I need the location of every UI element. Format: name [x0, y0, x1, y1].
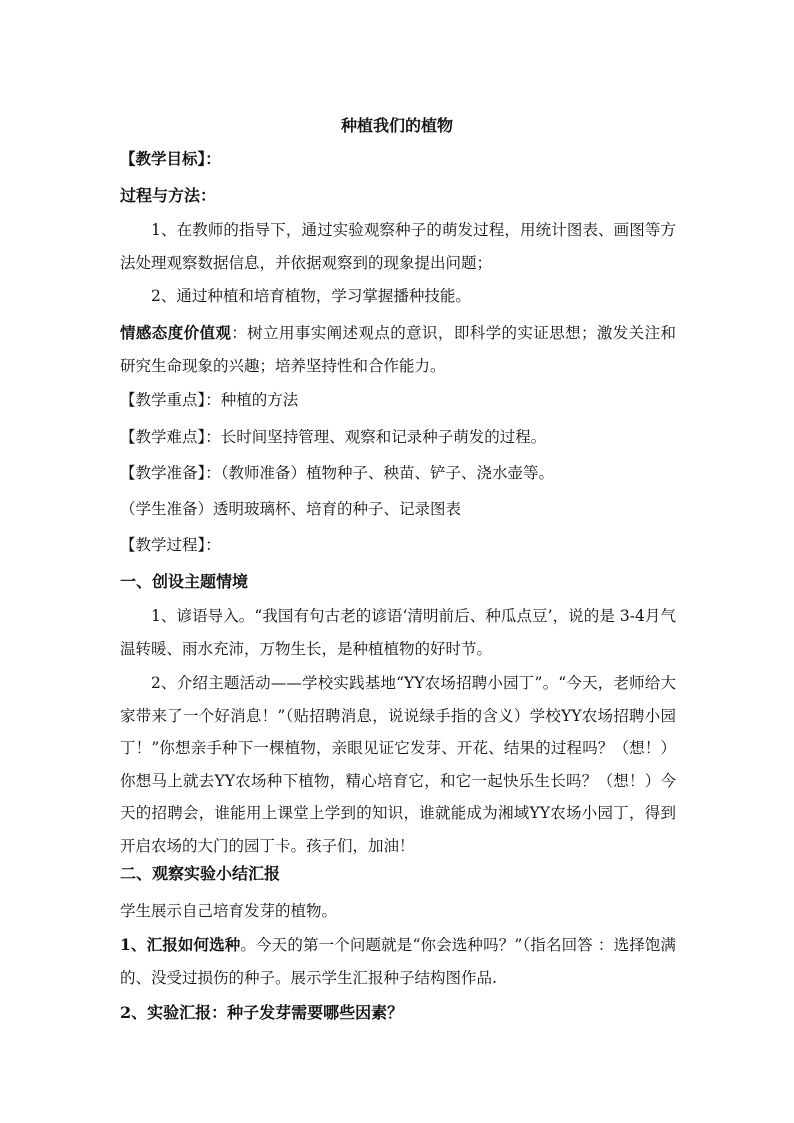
process-heading: 【教学过程】： [120, 536, 221, 554]
attitude-text: ：树立用事实阐述观点的意识，即科学的实证思想；激发关注和研究生命现象的兴趣；培养坚持性和合作能力。 [120, 324, 676, 375]
difficulty-line: 【教学难点】：长时间坚持管理、观察和记录种子萌发的过程。 [120, 428, 547, 446]
student-prep-line: （学生准备）透明玻璃杯、培育的种子、记录图表 [120, 500, 462, 518]
goal-1-paragraph: 1、在教师的指导下，通过实验观察种子的萌发过程，用统计图表、画图等方法处理观察数据信息，并依据观察到的现象提出问题； [120, 221, 676, 272]
select-seed-label: 1、汇报如何选种 [120, 935, 241, 954]
section-2-paragraph-2-heading: 2、实验汇报：种子发芽需要哪些因素？ [120, 1003, 404, 1022]
section-1-paragraph-2: 2、介绍主题活动——学校实践基地“YY农场招聘小园丁”。“今天，老师给大家带来了一个好消息！”（贴招聘消息，说说绿手指的含义）学校YY农场招聘小园丁！”你想亲手种下一棵植物，亲眼见证它发芽、开花、结果的过程吗？（想！）你想马上就去YY农场种下植物，精心培育它，和它一起快乐生长吗？（想！）今天的招聘会，谁能用上课堂上学到的知识，谁就能成为湘域YY农场小园丁，得到开启农场的大门的园丁卡。孩子们，加油！ [120, 674, 676, 855]
select-seed-text: 。今天的第一个问题就是“你会选种吗？”（指名回答 ：选择饱满的、没受过损伤的种子。展示学生汇报种子结构图作品. [120, 936, 676, 987]
process-method-heading: 过程与方法： [120, 186, 217, 205]
section-1-heading: 一、创设主题情境 [120, 572, 249, 591]
section-2-heading: 二、观察实验小结汇报 [120, 864, 281, 883]
document-title: 种植我们的植物 [340, 116, 453, 135]
key-point-line: 【教学重点】：种植的方法 [120, 391, 299, 409]
attitude-label: 情感态度价值观 [120, 323, 232, 342]
attitude-paragraph [120, 317, 676, 382]
teacher-prep-line: 【教学准备】：（教师准备）植物种子、秧苗、铲子、浇水壶等。 [120, 464, 555, 482]
section-2-paragraph-1 [120, 929, 676, 994]
goal-2-paragraph: 2、通过种植和培育植物，学习掌握播种技能。 [151, 287, 471, 305]
goals-heading: 【教学目标】： [120, 149, 221, 168]
section-1-paragraph-1: 1、谚语导入。“我国有句古老的谚语‘清明前后、种瓜点豆’，说的是 3-4月气温转暖、雨水充沛，万物生长，是种植植物的好时节。 [120, 607, 676, 658]
section-2-intro: 学生展示自己培育发芽的植物。 [120, 902, 338, 920]
